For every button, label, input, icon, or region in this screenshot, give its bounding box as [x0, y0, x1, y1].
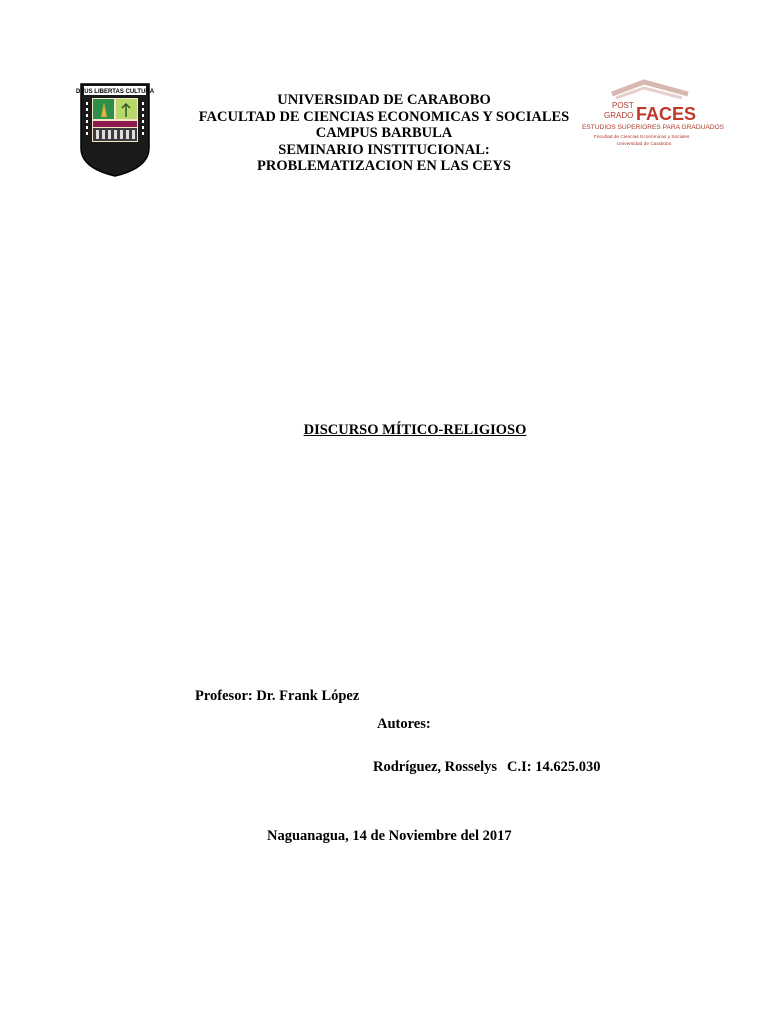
author-name: Rodríguez, Rosselys [373, 759, 498, 775]
professor-line: Profesor: Dr. Frank López [195, 688, 360, 704]
svg-text:Facultad de Ciencias Económica: Facultad de Ciencias Económicas y Sociales [594, 135, 690, 140]
authors-label: Autores: [377, 716, 431, 732]
faculty-name: FACULTAD DE CIENCIAS ECONOMICAS Y SOCIALES [198, 108, 570, 125]
seminar-name: SEMINARIO INSTITUCIONAL: [278, 141, 490, 158]
university-name: UNIVERSIDAD DE CARABOBO [277, 92, 491, 108]
faces-postgrado-logo [582, 80, 725, 152]
document-title [0, 422, 768, 439]
svg-text:DEUS LIBERTAS CULTURA: DEUS LIBERTAS CULTURA [75, 89, 155, 95]
seminar-topic: PROBLEMATIZACION EN LAS CEYS [257, 158, 511, 174]
svg-text:GRADO: GRADO [604, 111, 634, 120]
svg-text:FACES: FACES [636, 104, 697, 124]
author-id: C.I: 14.625.030 [507, 759, 601, 775]
svg-text:Universidad de Carabobo: Universidad de Carabobo [617, 142, 672, 147]
header-block [190, 92, 578, 175]
campus-name: CAMPUS BARBULA [315, 125, 453, 141]
university-crest-logo [75, 82, 155, 178]
document-title-text: DISCURSO MÍTICO-RELIGIOSO [303, 422, 527, 438]
place-date: Naguanagua, 14 de Noviembre del 2017 [267, 828, 512, 844]
svg-text:POST: POST [612, 101, 634, 110]
svg-text:ESTUDIOS SUPERIORES PARA GRADU: ESTUDIOS SUPERIORES PARA GRADUADOS [582, 124, 725, 131]
